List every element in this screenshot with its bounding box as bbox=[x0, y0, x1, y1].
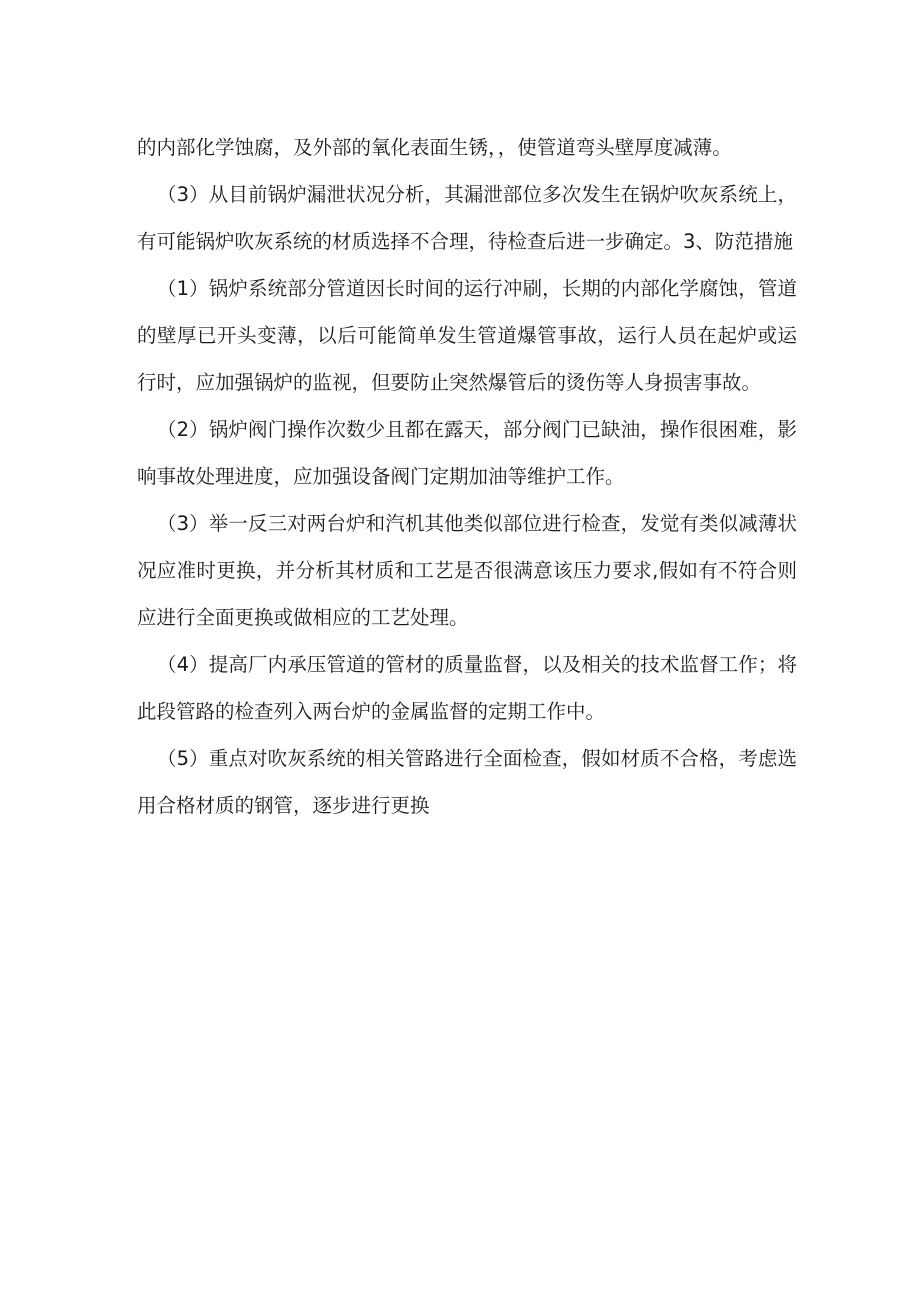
paragraph-measure-3: （3）举一反三对两台炉和汽机其他类似部位进行检查，发觉有类似减薄状况应准时更换，并分析其材质和工艺是否很满意该压力要求,假如有不符合则应进行全面更换或做相应的工艺处理。 bbox=[137, 512, 797, 629]
paragraph-item-3-analysis: （3）从目前锅炉漏泄状况分析，其漏泄部位多次发生在锅炉吹灰系统上，有可能锅炉吹灰系统的材质选择不合理，待检查后进一步确定。3、防范措施 bbox=[137, 183, 797, 253]
paragraph-continuation: 的内部化学蚀腐，及外部的氧化表面生锈，，使管道弯头壁厚度减薄。 bbox=[137, 136, 732, 159]
paragraph-measure-4: （4）提高厂内承压管道的管材的质量监督，以及相关的技术监督工作；将此段管路的检查列入两台炉的金属监督的定期工作中。 bbox=[137, 653, 797, 723]
document-body bbox=[137, 124, 797, 829]
paragraph-measure-2: （2）锅炉阀门操作次数少且都在露天，部分阀门已缺油，操作很困难，影响事故处理进度，应加强设备阀门定期加油等维护工作。 bbox=[137, 418, 797, 488]
paragraph-measure-5: （5）重点对吹灰系统的相关管路进行全面检查，假如材质不合格，考虑选用合格材质的钢管，逐步进行更换 bbox=[137, 747, 797, 817]
paragraph-measure-1: （1）锅炉系统部分管道因长时间的运行冲刷，长期的内部化学腐蚀，管道的壁厚已开头变薄，以后可能简单发生管道爆管事故，运行人员在起炉或运行时，应加强锅炉的监视，但要防止突然爆管后的烫伤等人身损害事故。 bbox=[137, 277, 797, 394]
